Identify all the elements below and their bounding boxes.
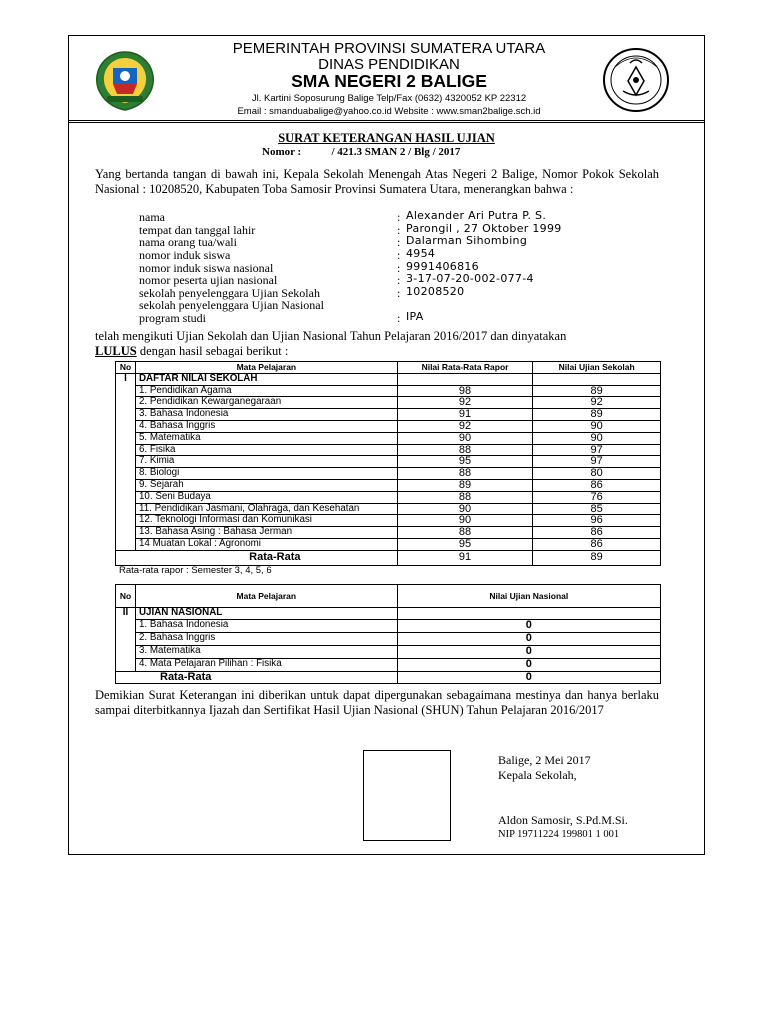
identity-label: nama orang tua/wali <box>139 235 237 249</box>
intro-paragraph: Yang bertanda tangan di bawah ini, Kepala Sekolah Menengah Atas Negeri 2 Balige, Nomor Pokok Sekolah Nasional : 10208520, Kabupaten Toba Samosir Provinsi Sumatera Utara, menerangkan bahwa : <box>95 167 659 196</box>
identity-label: program studi <box>139 311 206 325</box>
table-header-row <box>116 362 661 374</box>
header-divider-2 <box>69 122 704 123</box>
table-row <box>116 645 661 658</box>
rapor-value: 95 <box>397 456 533 468</box>
rapor-value: 90 <box>397 432 533 444</box>
row-number-cell <box>116 432 136 444</box>
subject-cell: 2. Pendidikan Kewarganegaraan <box>135 397 397 409</box>
table-row <box>116 515 661 527</box>
header-school-name: SMA NEGERI 2 BALIGE <box>291 71 487 91</box>
identity-label: nomor induk siswa <box>139 248 231 262</box>
result-status: LULUS <box>95 343 137 358</box>
identity-value: Parongil , 27 Oktober 1999 <box>406 222 562 235</box>
rapor-value: 89 <box>397 479 533 491</box>
subject-cell: 7. Kimia <box>135 456 397 468</box>
us-value: 80 <box>533 468 661 480</box>
average-rapor: 91 <box>397 550 533 565</box>
table-row <box>116 491 661 503</box>
row-number-cell <box>116 538 136 550</box>
subject-cell: 4. Bahasa Inggris <box>135 420 397 432</box>
row-number-cell <box>116 503 136 515</box>
table-row <box>116 444 661 456</box>
subject-cell: 5. Matematika <box>135 432 397 444</box>
document-number: Nomor : / 421.3 SMAN 2 / Blg / 2017 <box>262 146 461 158</box>
header-no: No <box>116 585 136 608</box>
identity-label: nomor peserta ujian nasional <box>139 273 278 287</box>
identity-colon: : <box>397 210 401 224</box>
us-value: 85 <box>533 503 661 515</box>
average-us: 89 <box>533 550 661 565</box>
row-number-cell <box>116 385 136 397</box>
subject-cell: 2. Bahasa Inggris <box>135 632 397 645</box>
average-row <box>116 550 661 565</box>
identity-colon: : <box>397 311 401 325</box>
document-page <box>68 35 705 855</box>
table-row <box>116 456 661 468</box>
rapor-value: 88 <box>397 527 533 539</box>
row-number-cell <box>116 645 136 658</box>
rapor-value: 95 <box>397 538 533 550</box>
average-un: 0 <box>397 671 660 683</box>
row-number-cell <box>116 491 136 503</box>
us-value: 97 <box>533 444 661 456</box>
rapor-value: 92 <box>397 397 533 409</box>
result-paragraph: telah mengikuti Ujian Sekolah dan Ujian Nasional Tahun Pelajaran 2016/2017 dan dinyatakan LULUS dengan hasil sebagai berikut : <box>95 329 567 358</box>
header-rapor: Nilai Rata-Rata Rapor <box>397 362 533 374</box>
table-row <box>116 658 661 671</box>
table-row <box>116 479 661 491</box>
rapor-value: 91 <box>397 409 533 421</box>
identity-colon: : <box>397 235 401 249</box>
table-row <box>116 632 661 645</box>
table-row <box>116 409 661 421</box>
header-government: PEMERINTAH PROVINSI SUMATERA UTARA <box>232 40 546 57</box>
table-row <box>116 420 661 432</box>
section-row <box>116 608 661 620</box>
header-divider <box>69 120 704 121</box>
rapor-value: 98 <box>397 385 533 397</box>
subject-cell: 1. Pendidikan Agama <box>135 385 397 397</box>
rapor-value: 92 <box>397 420 533 432</box>
identity-label: sekolah penyelenggara Ujian Sekolah <box>139 286 320 300</box>
header-subject: Mata Pelajaran <box>135 362 397 374</box>
rapor-value: 88 <box>397 444 533 456</box>
subject-cell: 3. Bahasa Indonesia <box>135 409 397 421</box>
section-number: I <box>116 373 136 385</box>
row-number-cell <box>116 479 136 491</box>
signature-role: Kepala Sekolah, <box>498 768 577 782</box>
header-no: No <box>116 362 136 374</box>
section-number: II <box>116 608 136 620</box>
section-title: DAFTAR NILAI SEKOLAH <box>135 373 397 385</box>
row-number-cell <box>116 468 136 480</box>
row-number-cell <box>116 456 136 468</box>
identity-value: Alexander Ari Putra P. S. <box>406 209 547 222</box>
average-label: Rata-Rata <box>116 550 398 565</box>
table-row <box>116 538 661 550</box>
photo-placeholder <box>363 750 451 841</box>
table-row <box>116 385 661 397</box>
identity-colon: : <box>397 286 401 300</box>
us-value: 92 <box>533 397 661 409</box>
table-row <box>116 432 661 444</box>
header-contact: Email : smanduabalige@yahoo.co.id Website : www.sman2balige.sch.id <box>237 106 541 117</box>
table-row <box>116 527 661 539</box>
subject-cell: 13. Bahasa Asing : Bahasa Jerman <box>135 527 397 539</box>
us-value: 96 <box>533 515 661 527</box>
row-number-cell <box>116 444 136 456</box>
identity-colon: : <box>397 273 401 287</box>
us-value: 89 <box>533 409 661 421</box>
table-row <box>116 619 661 632</box>
row-number-cell <box>116 527 136 539</box>
average-row <box>116 671 661 683</box>
row-number-cell <box>116 397 136 409</box>
table-row <box>116 503 661 515</box>
tut-wuri-handayani-logo-icon <box>601 47 671 113</box>
identity-value: 9991406816 <box>406 260 479 273</box>
signature-nip: NIP 19711224 199801 1 001 <box>498 829 620 840</box>
subject-cell: 4. Mata Pelajaran Pilihan : Fisika <box>135 658 397 671</box>
rapor-note: Rata-rata rapor : Semester 3, 4, 5, 6 <box>119 565 272 576</box>
average-label: Rata-Rata <box>116 671 398 683</box>
table-header-row <box>116 585 661 608</box>
un-value: 0 <box>397 645 660 658</box>
us-value: 97 <box>533 456 661 468</box>
identity-colon: : <box>397 223 401 237</box>
subject-cell: 9. Sejarah <box>135 479 397 491</box>
identity-value: 4954 <box>406 247 436 260</box>
identity-value: Dalarman Sihombing <box>406 234 528 247</box>
us-value: 90 <box>533 432 661 444</box>
us-value: 86 <box>533 479 661 491</box>
identity-value: 10208520 <box>406 285 465 298</box>
identity-value: IPA <box>406 310 424 323</box>
header-us: Nilai Ujian Sekolah <box>533 362 661 374</box>
signature-name: Aldon Samosir, S.Pd.M.Si. <box>498 813 628 827</box>
row-number-cell <box>116 619 136 632</box>
header-address: Jl. Kartini Soposurung Balige Telp/Fax (0632) 4320052 KP 22312 <box>251 93 527 104</box>
identity-label: tempat dan tanggal lahir <box>139 223 256 237</box>
subject-cell: 8. Biologi <box>135 468 397 480</box>
province-crest-icon <box>93 50 157 112</box>
identity-value: 3-17-07-20-002-077-4 <box>406 272 534 285</box>
identity-colon: : <box>397 261 401 275</box>
row-number-cell <box>116 420 136 432</box>
subject-cell: 14 Muatan Lokal : Agronomi <box>135 538 397 550</box>
rapor-value: 90 <box>397 503 533 515</box>
subject-cell: 12. Teknologi Informasi dan Komunikasi <box>135 515 397 527</box>
subject-cell: 1. Bahasa Indonesia <box>135 619 397 632</box>
document-title: SURAT KETERANGAN HASIL UJIAN <box>278 131 495 145</box>
subject-cell: 11. Pendidikan Jasmani, Olahraga, dan Kesehatan <box>135 503 397 515</box>
identity-label: sekolah penyelenggara Ujian Nasional <box>139 298 324 312</box>
identity-label: nomor induk siswa nasional <box>139 261 274 275</box>
us-value: 86 <box>533 527 661 539</box>
identity-label: nama <box>139 210 165 224</box>
un-value: 0 <box>397 619 660 632</box>
section-title: UJIAN NASIONAL <box>135 608 397 620</box>
us-value: 76 <box>533 491 661 503</box>
us-value: 90 <box>533 420 661 432</box>
us-value: 89 <box>533 385 661 397</box>
section-row <box>116 373 661 385</box>
table-row <box>116 468 661 480</box>
rapor-value: 88 <box>397 491 533 503</box>
identity-colon: : <box>397 248 401 262</box>
rapor-value: 88 <box>397 468 533 480</box>
rapor-value: 90 <box>397 515 533 527</box>
un-value: 0 <box>397 658 660 671</box>
header-department: DINAS PENDIDIKAN <box>318 56 460 73</box>
header-subject: Mata Pelajaran <box>135 585 397 608</box>
row-number-cell <box>116 632 136 645</box>
subject-cell: 10. Seni Budaya <box>135 491 397 503</box>
subject-cell: 3. Matematika <box>135 645 397 658</box>
subject-cell: 6. Fisika <box>135 444 397 456</box>
national-exam-table <box>115 584 661 684</box>
table-row <box>116 397 661 409</box>
un-value: 0 <box>397 632 660 645</box>
row-number-cell <box>116 658 136 671</box>
row-number-cell <box>116 409 136 421</box>
closing-paragraph: Demikian Surat Keterangan ini diberikan untuk dapat dipergunakan sebagaimana mestinya dan hanya berlaku sampai diterbitkannya Ijazah dan Sertifikat Hasil Ujian Nasional (SHUN) Tahun Pelajaran 2016/2017 <box>95 688 659 717</box>
header-un: Nilai Ujian Nasional <box>397 585 660 608</box>
signature-place-date: Balige, 2 Mei 2017 <box>498 753 591 767</box>
school-grades-table <box>115 361 661 566</box>
us-value: 86 <box>533 538 661 550</box>
row-number-cell <box>116 515 136 527</box>
